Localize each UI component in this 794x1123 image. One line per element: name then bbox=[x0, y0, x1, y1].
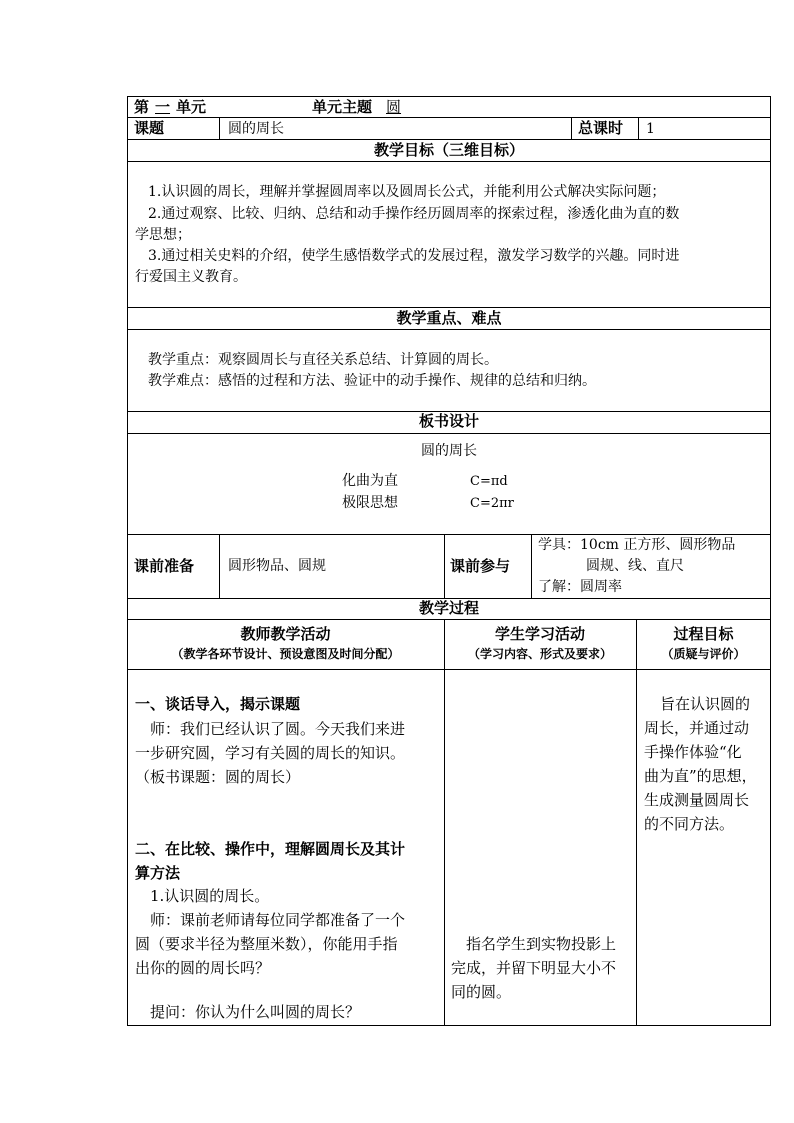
board-title: 板书设计 bbox=[418, 412, 479, 430]
col-divider bbox=[219, 534, 220, 598]
student-line-2: 完成，并留下明显大小不 bbox=[451, 959, 617, 977]
unit-number: 一 bbox=[155, 98, 171, 116]
student-col-title: 学生学习活动 bbox=[494, 625, 585, 643]
lesson-label: 课题 bbox=[134, 119, 165, 137]
col-divider bbox=[636, 619, 637, 1026]
col-divider bbox=[219, 117, 220, 139]
section-1-line-1: 师：我们已经认识了圆。今天我们来进 bbox=[150, 720, 406, 738]
objective-2: 2.通过观察、比较、归纳、总结和动手操作经历圆周率的探索过程，渗透化曲为直的数 bbox=[148, 206, 680, 222]
goal-line-5: 生成测量圆周长 bbox=[644, 791, 750, 809]
row-divider bbox=[127, 329, 771, 330]
board-row2-formula: C=2πr bbox=[470, 496, 514, 511]
section-2-line-3: 圆（要求半径为整厘米数），你能用手指 bbox=[135, 935, 398, 953]
board-row1-formula: C=πd bbox=[470, 474, 508, 489]
unit-theme-value: 圆 bbox=[386, 98, 402, 116]
board-subtitle: 圆的周长 bbox=[421, 443, 477, 459]
col-divider bbox=[444, 619, 445, 1026]
teaching-focus: 教学重点：观察圆周长与直径关系总结、计算圆的周长。 bbox=[148, 352, 498, 368]
participate-line-1: 学具：10cm 正方形、圆形物品 bbox=[538, 537, 736, 553]
row-divider bbox=[127, 433, 771, 434]
prep-value: 圆形物品、圆规 bbox=[228, 558, 326, 574]
board-row2-left: 极限思想 bbox=[342, 495, 398, 511]
row-divider bbox=[127, 619, 771, 620]
unit-label: 第 一 单元 bbox=[134, 98, 207, 116]
row-divider bbox=[127, 117, 771, 118]
row-divider bbox=[127, 534, 771, 535]
lesson-title: 圆的周长 bbox=[228, 121, 284, 137]
keypoints-title: 教学重点、难点 bbox=[396, 309, 502, 327]
teacher-col-subtitle: （教学各环节设计、预设意图及时间分配） bbox=[171, 647, 400, 661]
objective-1: 1.认识圆的周长，理解并掌握圆周率以及圆周长公式，并能利用公式解决实际问题； bbox=[148, 184, 666, 200]
goal-line-3: 手操作体验“化 bbox=[644, 743, 742, 761]
row-divider bbox=[127, 161, 771, 162]
teaching-difficulty: 教学难点：感悟的过程和方法、验证中的动手操作、规律的总结和归纳。 bbox=[148, 373, 596, 389]
col-divider bbox=[638, 117, 639, 139]
goal-col-subtitle: （质疑与评价） bbox=[661, 647, 746, 661]
goal-col-title: 过程目标 bbox=[673, 625, 734, 643]
section-1-title: 一、谈话导入，揭示课题 bbox=[135, 695, 301, 713]
goal-line-6: 的不同方法。 bbox=[644, 815, 735, 833]
participate-line-2: 圆规、线、直尺 bbox=[586, 558, 684, 574]
col-divider bbox=[571, 117, 572, 139]
goal-line-2: 周长，并通过动 bbox=[644, 719, 750, 737]
goal-line-1: 旨在认识圆的 bbox=[660, 695, 751, 713]
section-2-title-cont: 算方法 bbox=[135, 864, 181, 882]
section-2-line-5: 提问：你认为什么叫圆的周长？ bbox=[150, 1003, 361, 1021]
section-2-line-4: 出你的圆的周长吗？ bbox=[135, 959, 271, 977]
student-col-subtitle: （学习内容、形式及要求） bbox=[467, 647, 612, 661]
objective-3: 3.通过相关史料的介绍，使学生感悟数学式的发展过程，激发学习数学的兴趣。同时进 bbox=[148, 248, 680, 264]
total-hours-value: 1 bbox=[646, 121, 655, 137]
objective-2-cont: 学思想； bbox=[135, 227, 191, 243]
process-title: 教学过程 bbox=[418, 599, 479, 617]
col-divider bbox=[444, 534, 445, 598]
goal-line-4: 曲为直”的思想， bbox=[644, 767, 757, 785]
objectives-title: 教学目标（三维目标） bbox=[373, 141, 524, 159]
prep-label: 课前准备 bbox=[134, 557, 195, 575]
row-divider bbox=[127, 669, 771, 670]
unit-theme: 单元主题 圆 bbox=[312, 100, 413, 115]
total-hours-label: 总课时 bbox=[578, 119, 624, 137]
row-divider bbox=[127, 139, 771, 140]
board-row1-left: 化曲为直 bbox=[342, 473, 398, 489]
section-2-title: 二、在比较、操作中，理解圆周长及其计 bbox=[135, 840, 406, 858]
teacher-col-title: 教师教学活动 bbox=[240, 625, 331, 643]
row-divider bbox=[127, 307, 771, 308]
student-line-3: 同的圆。 bbox=[451, 983, 512, 1001]
section-2-line-2: 师：课前老师请每位同学都准备了一个 bbox=[150, 911, 406, 929]
section-1-line-3: （板书课题：圆的周长） bbox=[135, 768, 301, 786]
participate-line-3: 了解：圆周率 bbox=[538, 579, 622, 595]
section-2-line-1: 1.认识圆的周长。 bbox=[150, 887, 270, 905]
section-1-line-2: 一步研究圆，学习有关圆的周长的知识。 bbox=[135, 744, 406, 762]
objective-3-cont: 行爱国主义教育。 bbox=[135, 269, 247, 285]
student-line-1: 指名学生到实物投影上 bbox=[466, 935, 617, 953]
col-divider bbox=[531, 534, 532, 598]
participate-label: 课前参与 bbox=[450, 557, 511, 575]
